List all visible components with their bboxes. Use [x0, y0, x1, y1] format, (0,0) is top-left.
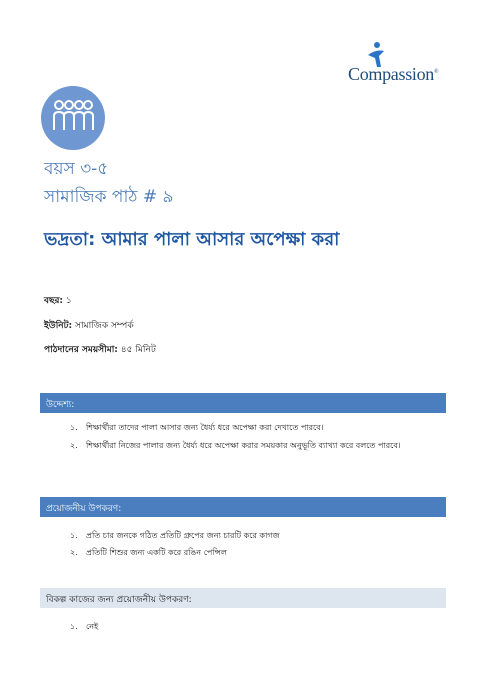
- meta-year: [44, 293, 72, 308]
- list-item-text: শিক্ষার্থীরা তাদের পালা আসার জন্য ধৈর্য্য ধরে অপেক্ষা করা দেখাতে পারবে।: [86, 423, 324, 432]
- list-item: [70, 440, 401, 453]
- list-item-text: প্রতিটি শিশুর জন্য একটি করে রঙিন পেন্সিল: [86, 548, 227, 557]
- meta-year-label: বছর:: [44, 296, 64, 306]
- age-range: বয়স ৩-৫: [44, 159, 109, 179]
- objectives-heading: উদ্দেশ্য:: [40, 393, 446, 413]
- alt-materials-heading: বিকল্প কাজের জন্য প্রয়োজনীয় উপকরণ:: [40, 588, 446, 608]
- list-item-text: শিক্ষার্থীরা নিজের পালার জন্য ধৈর্য্য ধরে অপেক্ষা করার সময়কার অনুভূতি ব্যাখ্যা করে বলতে পারবে।: [86, 441, 401, 450]
- list-item-text: প্রতি চার জনকে গঠিত প্রতিটি গ্রুপের জন্য চারটি করে কাগজ: [86, 531, 280, 540]
- meta-unit-label: ইউনিট:: [44, 321, 73, 331]
- list-item-number: ২.: [70, 548, 78, 557]
- lesson-number: সামাজিক পাঠ # ৯: [44, 187, 174, 207]
- meta-time-label: পাঠদানের সময়সীমা:: [44, 345, 118, 355]
- compassion-logo: [346, 40, 446, 90]
- logo-wordmark: Compassion®: [348, 64, 439, 84]
- list-item-number: ১.: [70, 622, 78, 631]
- list-item: [70, 422, 324, 435]
- people-icon: [41, 86, 105, 150]
- list-item-number: ১.: [70, 531, 78, 540]
- meta-unit-value: সামাজিক সম্পর্ক: [75, 321, 134, 331]
- list-item-text: নেই: [86, 622, 99, 631]
- meta-year-value: ১: [65, 296, 72, 306]
- list-item-number: ২.: [70, 441, 78, 450]
- meta-unit: [44, 318, 134, 333]
- group-icon: [41, 86, 105, 150]
- list-item: [70, 621, 98, 634]
- meta-time: [44, 342, 156, 357]
- meta-time-value: ৪৫ মিনিট: [120, 345, 156, 355]
- list-item-number: ১.: [70, 423, 78, 432]
- list-item: [70, 530, 280, 543]
- materials-heading: প্রয়োজনীয় উপকরণ:: [40, 497, 446, 517]
- page-title: ভদ্রতা: আমার পালা আসার অপেক্ষা করা: [44, 229, 340, 250]
- list-item: [70, 547, 227, 560]
